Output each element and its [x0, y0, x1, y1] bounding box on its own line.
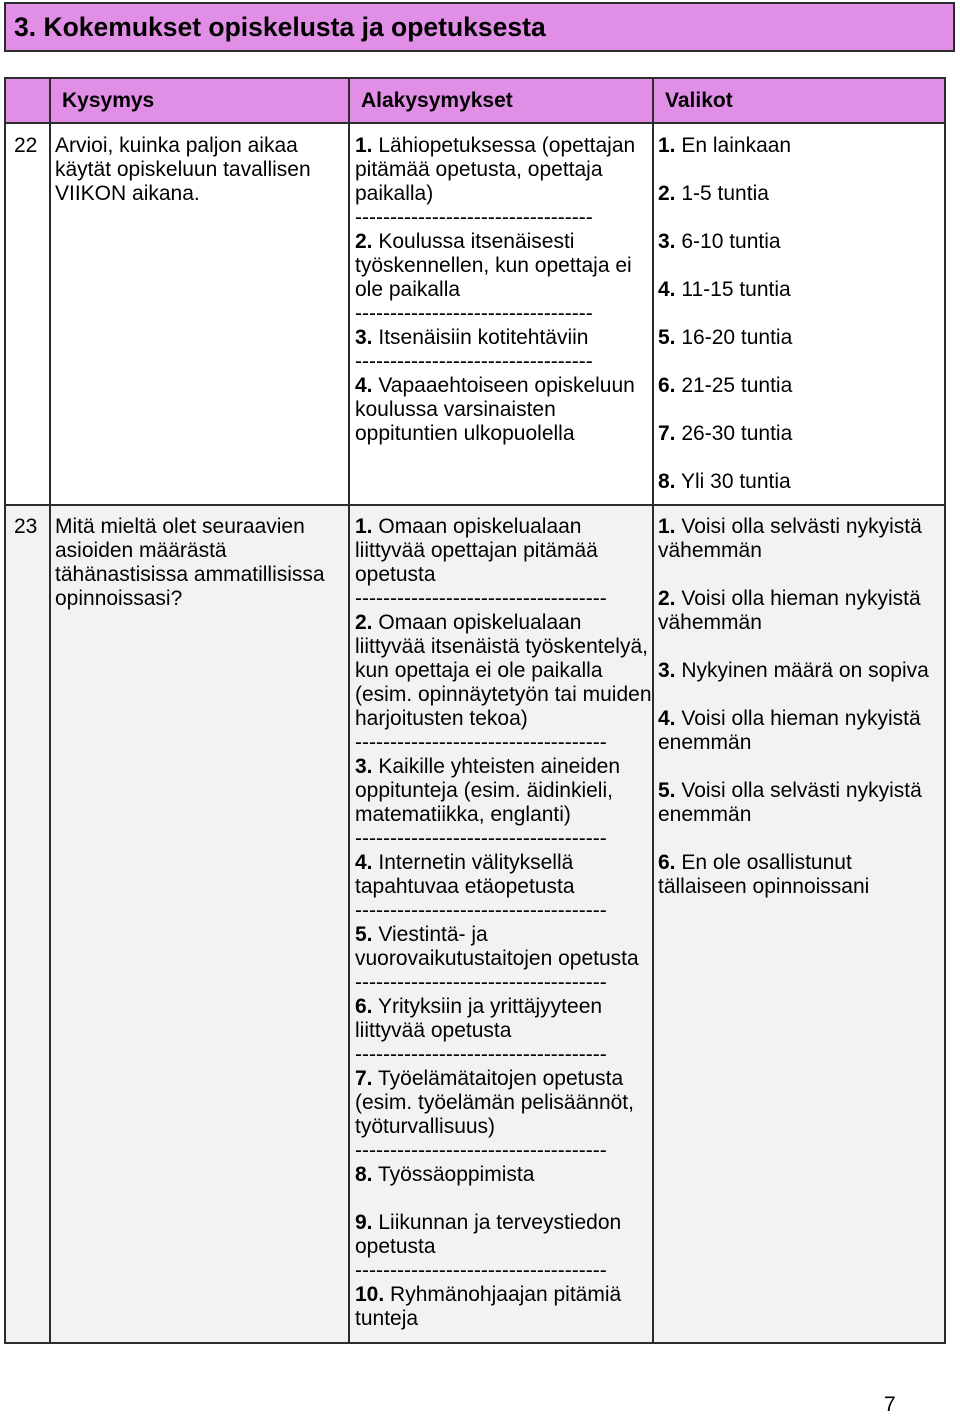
section-title-bar	[4, 2, 955, 52]
subquestion-item	[355, 1211, 652, 1259]
option-item	[658, 470, 944, 494]
option-item	[658, 278, 944, 302]
subquestion-item	[355, 611, 652, 731]
header-cell-options: Valikot	[654, 79, 946, 124]
option-number: 1.	[658, 134, 676, 157]
item-number: 1.	[355, 515, 373, 538]
option-text: 11-15 tuntia	[681, 278, 791, 301]
option-item	[658, 587, 944, 635]
option-number: 5.	[658, 779, 676, 802]
table-header-row	[6, 79, 946, 124]
subquestion-item	[355, 1163, 652, 1187]
option-item	[658, 707, 944, 755]
separator-line: ------------------------------------	[355, 1043, 607, 1066]
item-text: Työssäoppimista	[377, 1163, 535, 1186]
option-item	[658, 374, 944, 398]
subquestion-item	[355, 1067, 652, 1139]
item-number: 5.	[355, 923, 373, 946]
page-number: 7	[884, 1393, 896, 1416]
item-number: 3.	[355, 326, 373, 349]
item-text: Liikunnan ja terveystiedon opetusta	[355, 1211, 622, 1258]
option-text: Voisi olla selvästi nykyistä enemmän	[658, 779, 922, 826]
separator-line: ------------------------------------	[355, 1139, 607, 1162]
item-text: Omaan opiskelualaan liittyvää opettajan pitämää opetusta	[355, 515, 598, 586]
item-number: 7.	[355, 1067, 373, 1090]
option-item	[658, 851, 944, 899]
option-text: 16-20 tuntia	[681, 326, 793, 349]
option-number: 3.	[658, 230, 676, 253]
option-text: 1-5 tuntia	[681, 182, 769, 205]
item-text: Viestintä- ja vuorovaikutustaitojen opetusta	[355, 923, 639, 970]
subquestions-cell	[350, 124, 654, 506]
option-item	[658, 659, 944, 683]
option-number: 8.	[658, 470, 676, 493]
item-text: Lähiopetuksessa (opettajan pitämää opetusta, opettaja paikalla)	[355, 134, 636, 205]
option-number: 6.	[658, 374, 676, 397]
item-text: Omaan opiskelualaan liittyvää itsenäistä työskentelyä, kun opettaja ei ole paikalla (esim. opinnäytetyön tai muiden harjoitusten tekoa)	[355, 611, 652, 730]
question-cell	[51, 506, 350, 1344]
option-text: 21-25 tuntia	[681, 374, 793, 397]
item-number: 9.	[355, 1211, 373, 1234]
subquestion-item	[355, 755, 652, 827]
item-text: Työelämätaitojen opetusta (esim. työelämän pelisäännöt, työturvallisuus)	[355, 1067, 634, 1138]
option-item	[658, 230, 944, 254]
subquestion-item	[355, 134, 652, 206]
question-number-cell	[6, 124, 51, 506]
item-text: Itsenäisiin kotitehtäviin	[378, 326, 589, 349]
section-title: 3. Kokemukset opiskelusta ja opetuksesta	[14, 12, 546, 42]
item-number: 1.	[355, 134, 373, 157]
item-number: 2.	[355, 230, 373, 253]
option-number: 2.	[658, 587, 676, 610]
blank-line	[355, 1187, 652, 1211]
subquestion-item	[355, 326, 652, 350]
separator-line: ------------------------------------	[355, 1259, 607, 1282]
item-text: Koulussa itsenäisesti työskennellen, kun opettaja ei ole paikalla	[355, 230, 632, 301]
item-text: Vapaaehtoiseen opiskeluun koulussa varsinaisten oppituntien ulkopuolella	[355, 374, 635, 445]
question-number: 23	[14, 515, 38, 538]
option-number: 2.	[658, 182, 676, 205]
item-number: 3.	[355, 755, 373, 778]
options-cell	[654, 124, 946, 506]
subquestion-item	[355, 1283, 652, 1331]
option-number: 6.	[658, 851, 676, 874]
table-row-question-23	[6, 506, 946, 1344]
separator-line: ------------------------------------	[355, 731, 607, 754]
option-item	[658, 326, 944, 350]
subquestions-cell	[350, 506, 654, 1344]
option-text: Yli 30 tuntia	[680, 470, 791, 493]
option-item	[658, 182, 944, 206]
survey-table	[4, 77, 946, 1344]
option-number: 1.	[658, 515, 676, 538]
separator-line: ----------------------------------	[355, 350, 593, 373]
table-row-question-22	[6, 124, 946, 506]
question-number-cell	[6, 506, 51, 1344]
separator-line: ------------------------------------	[355, 971, 607, 994]
item-text: Kaikille yhteisten aineiden oppitunteja (esim. äidinkieli, matematiikka, englanti)	[355, 755, 621, 826]
subquestion-item	[355, 515, 652, 587]
option-text: Voisi olla hieman nykyistä vähemmän	[658, 587, 921, 634]
item-number: 8.	[355, 1163, 373, 1186]
option-number: 4.	[658, 278, 676, 301]
option-text: 6-10 tuntia	[681, 230, 781, 253]
subquestion-item	[355, 923, 652, 971]
subquestion-item	[355, 374, 652, 446]
item-number: 4.	[355, 851, 373, 874]
option-text: Voisi olla selvästi nykyistä vähemmän	[658, 515, 922, 562]
item-number: 6.	[355, 995, 373, 1018]
separator-line: ------------------------------------	[355, 899, 607, 922]
separator-line: ----------------------------------	[355, 206, 593, 229]
option-number: 7.	[658, 422, 676, 445]
option-text: Voisi olla hieman nykyistä enemmän	[658, 707, 921, 754]
options-cell	[654, 506, 946, 1344]
option-item	[658, 779, 944, 827]
question-text: Arvioi, kuinka paljon aikaa käytät opiskeluun tavallisen VIIKON aikana.	[55, 134, 311, 205]
separator-line: ------------------------------------	[355, 587, 607, 610]
separator-line: ----------------------------------	[355, 302, 593, 325]
option-text: 26-30 tuntia	[681, 422, 793, 445]
subquestion-item	[355, 851, 652, 899]
option-text: En lainkaan	[681, 134, 792, 157]
question-cell	[51, 124, 350, 506]
item-text: Ryhmänohjaajan pitämiä tunteja	[355, 1283, 622, 1330]
subquestion-item	[355, 995, 652, 1043]
item-number: 10.	[355, 1283, 385, 1306]
option-number: 4.	[658, 707, 676, 730]
item-text: Internetin välityksellä tapahtuvaa etäopetusta	[355, 851, 575, 898]
separator-line: ------------------------------------	[355, 827, 607, 850]
header-cell-subquestions: Alakysymykset	[350, 79, 654, 124]
header-cell-number	[6, 79, 51, 124]
option-text: Nykyinen määrä on sopiva	[681, 659, 929, 682]
subquestion-item	[355, 230, 652, 302]
option-text: En ole osallistunut tällaiseen opinnoissani	[658, 851, 870, 898]
item-number: 2.	[355, 611, 373, 634]
item-text: Yrityksiin ja yrittäjyyteen liittyvää opetusta	[355, 995, 603, 1042]
header-cell-question: Kysymys	[51, 79, 350, 124]
option-item	[658, 422, 944, 446]
question-text: Mitä mieltä olet seuraavien asioiden määrästä tähänastisissa ammatillisissa opinnoissasi?	[55, 515, 325, 610]
option-item	[658, 134, 944, 158]
option-number: 5.	[658, 326, 676, 349]
option-number: 3.	[658, 659, 676, 682]
question-number: 22	[14, 134, 38, 157]
option-item	[658, 515, 944, 563]
item-number: 4.	[355, 374, 373, 397]
